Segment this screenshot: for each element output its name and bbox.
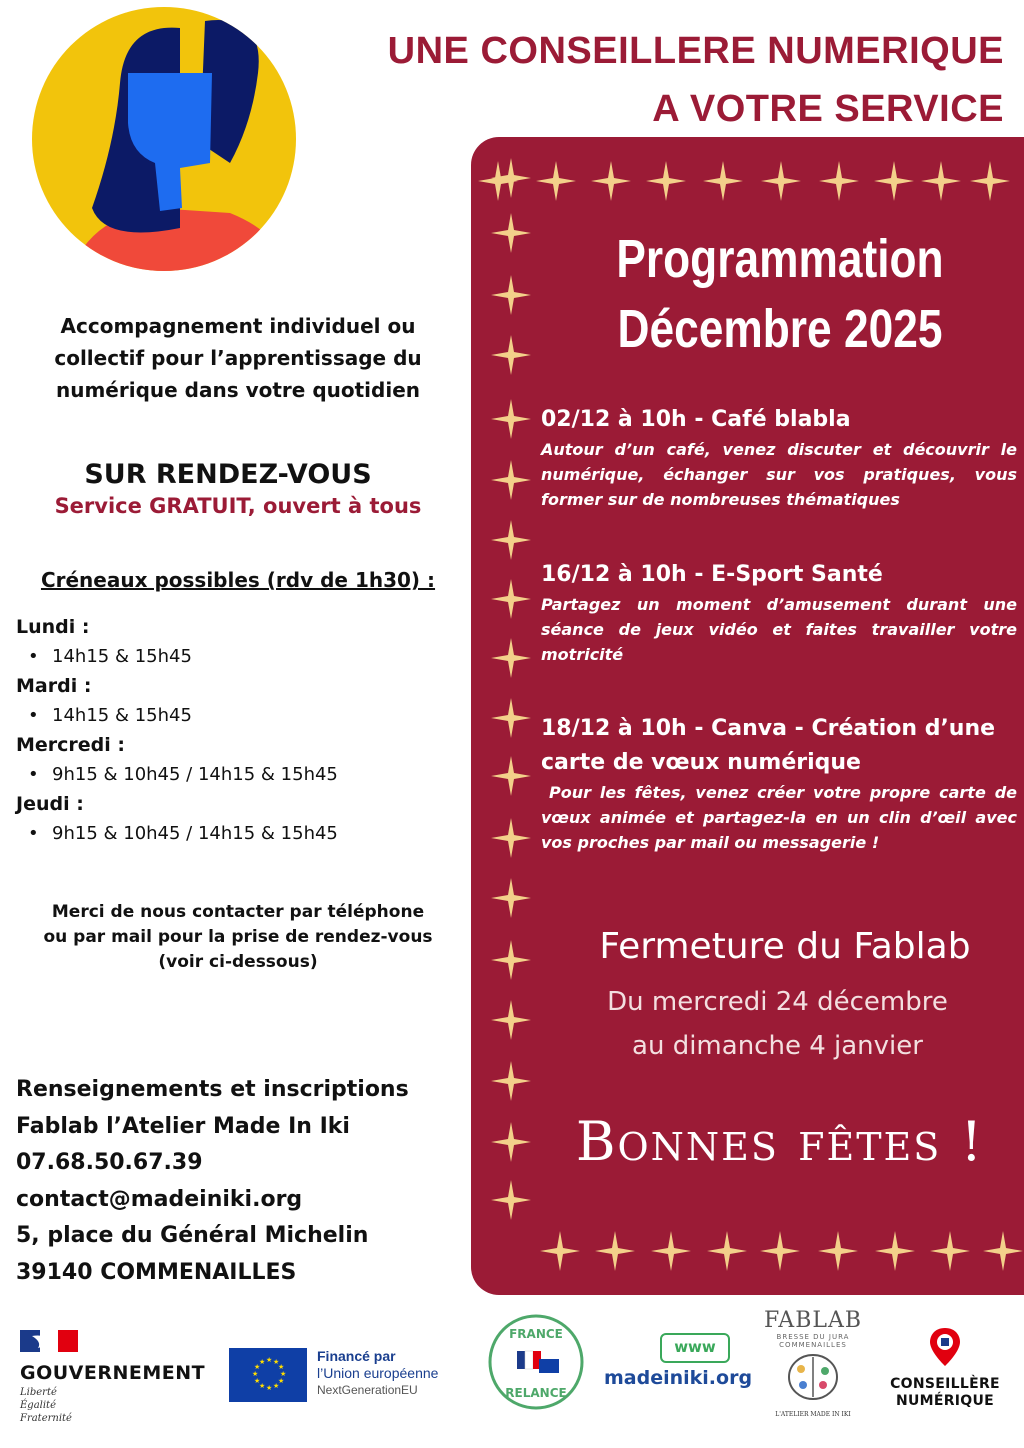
event-title: 18/12 à 10h - Canva - Création d’une carte de vœux numérique	[541, 716, 996, 775]
star-icon	[491, 335, 531, 375]
star-icon	[491, 1180, 531, 1220]
motto-line: Liberté	[20, 1387, 57, 1398]
star-icon	[875, 1231, 915, 1271]
svg-text:★: ★	[273, 1358, 280, 1366]
intro-text	[18, 310, 458, 406]
star-icon	[983, 1231, 1023, 1271]
star-icon	[491, 638, 531, 678]
star-icon	[930, 1231, 970, 1271]
eu-line: Financé par	[317, 1348, 396, 1364]
address-street: 5, place du Général Michelin	[16, 1223, 369, 1248]
star-icon	[819, 161, 859, 201]
address-city: 39140 COMMENAILLES	[16, 1259, 297, 1285]
event-title: 02/12 à 10h - Café blabla	[541, 407, 851, 432]
program-title-line-1: Programmation	[616, 229, 944, 289]
star-icon	[491, 940, 531, 980]
contact-info	[16, 1072, 466, 1291]
star-icon	[491, 275, 531, 315]
slot-times: 14h15 & 15h45	[52, 646, 192, 667]
eu-funding-logo	[229, 1348, 479, 1404]
star-icon	[491, 1122, 531, 1162]
intro-line: numérique dans votre quotidien	[55, 378, 420, 402]
star-icon	[491, 1000, 531, 1040]
event-item	[541, 403, 1017, 512]
schedule-day: Mercredi :	[16, 734, 126, 756]
svg-text:★: ★	[254, 1377, 261, 1385]
conseillere-numerique-text	[880, 1376, 1010, 1410]
contact-line: (voir ci-dessous)	[158, 952, 318, 972]
program-title-line-2: Décembre 2025	[617, 299, 943, 359]
star-icon	[536, 161, 576, 201]
event-title: 16/12 à 10h - E-Sport Santé	[541, 562, 883, 587]
fablab-logo-title: FABLAB	[763, 1308, 863, 1333]
page-title	[304, 22, 1004, 138]
intro-line: collectif pour l’apprentissage du	[54, 346, 422, 370]
svg-text:★: ★	[266, 1384, 273, 1392]
fablab-logo	[757, 1308, 869, 1418]
service-subtitle: Service GRATUIT, ouvert à tous	[54, 494, 422, 518]
event-item	[541, 712, 1017, 855]
star-icon	[491, 460, 531, 500]
star-icon	[491, 818, 531, 858]
conseil-line: NUMÉRIQUE	[895, 1393, 995, 1409]
schedule-day: Lundi :	[16, 616, 90, 638]
star-icon	[921, 161, 961, 201]
star-icon	[491, 698, 531, 738]
svg-text:★: ★	[278, 1363, 285, 1371]
fablab-logo-bottom: L'ATELIER MADE IN IKI	[775, 1411, 851, 1418]
star-icon	[491, 520, 531, 560]
marianne-icon	[20, 1330, 78, 1352]
slot-times: 9h15 & 10h45 / 14h15 & 15h45	[52, 764, 338, 785]
star-icon	[491, 579, 531, 619]
star-icon	[818, 1231, 858, 1271]
svg-text:★: ★	[266, 1356, 273, 1364]
appointment-heading: SUR RENDEZ-VOUS	[84, 459, 372, 490]
star-icon	[970, 161, 1010, 201]
title-line-1: UNE CONSEILLERE NUMERIQUE	[387, 30, 1004, 72]
svg-text:★: ★	[259, 1358, 266, 1366]
contact-line: ou par mail pour la prise de rendez-vous	[43, 927, 433, 947]
star-icon	[491, 1061, 531, 1101]
gouvernement-logo	[20, 1330, 220, 1425]
fablab-logo-sub: BRESSE DU JURA	[776, 1333, 850, 1341]
motto-line: Fraternité	[20, 1413, 72, 1424]
eu-line: l’Union européenne	[317, 1365, 439, 1381]
bullet: •	[28, 823, 39, 844]
bullet: •	[28, 705, 39, 726]
star-icon	[707, 1231, 747, 1271]
star-icon	[874, 161, 914, 201]
svg-text:★: ★	[254, 1363, 261, 1371]
eu-funding-text	[317, 1348, 438, 1399]
slot-times: 14h15 & 15h45	[52, 705, 192, 726]
schedule-slot	[16, 819, 456, 848]
star-icon	[491, 399, 531, 439]
star-icon	[646, 161, 686, 201]
closure-dates	[540, 980, 1015, 1068]
website-url[interactable]: madeiniki.org	[604, 1367, 753, 1389]
slot-times: 9h15 & 10h45 / 14h15 & 15h45	[52, 823, 338, 844]
map-pin-icon	[928, 1326, 962, 1368]
star-icon	[703, 161, 743, 201]
star-icon	[591, 161, 631, 201]
phone-number[interactable]: 07.68.50.67.39	[16, 1150, 203, 1175]
schedule-heading: Créneaux possibles (rdv de 1h30) :	[40, 568, 436, 592]
eu-line: NextGenerationEU	[317, 1383, 418, 1397]
event-description: Autour d’un café, venez discuter et découvrir le numérique, échanger sur vos pratiques, vous former sur de nombreuses thématiques	[541, 440, 1017, 509]
bullet: •	[28, 764, 39, 785]
contact-line: Merci de nous contacter par téléphone	[51, 902, 425, 922]
svg-text:★: ★	[259, 1382, 266, 1390]
title-line-2: A VOTRE SERVICE	[652, 88, 1004, 130]
france-relance-logo	[487, 1313, 585, 1411]
contact-message	[18, 900, 458, 975]
star-icon	[760, 1231, 800, 1271]
star-icon	[491, 213, 531, 253]
event-description: Pour les fêtes, venez créer votre propre carte de vœux animée et partagez-la en un clin d’œil avec vos proches par mail ou messagerie !	[541, 783, 1017, 852]
schedule-slot	[16, 760, 456, 789]
schedule-day: Jeudi :	[16, 793, 84, 815]
star-icon	[651, 1231, 691, 1271]
star-icon	[491, 878, 531, 918]
event-item	[541, 558, 1017, 667]
intro-line: Accompagnement individuel ou	[60, 314, 416, 338]
france-relance-bottom: RELANCE	[505, 1386, 567, 1400]
bullet: •	[28, 646, 39, 667]
program-title	[600, 224, 961, 364]
star-icon	[761, 161, 801, 201]
email-link[interactable]: contact@madeiniki.org	[16, 1186, 303, 1212]
fablab-name: Fablab l’Atelier Made In Iki	[16, 1113, 350, 1139]
closure-title: Fermeture du Fablab	[599, 926, 971, 967]
event-description: Partagez un moment d’amusement durant une séance de jeux vidéo et faites travailler votre motricité	[541, 595, 1017, 664]
svg-text:★: ★	[252, 1370, 259, 1378]
info-heading: Renseignements et inscriptions	[16, 1077, 409, 1102]
gouvernement-motto	[20, 1386, 220, 1425]
star-icon	[595, 1231, 635, 1271]
france-relance-top: FRANCE	[509, 1327, 563, 1341]
advisor-illustration	[30, 3, 298, 273]
gouvernement-name: GOUVERNEMENT	[20, 1362, 206, 1384]
star-icon	[491, 158, 531, 198]
schedule-day: Mardi :	[16, 675, 92, 697]
svg-text:★: ★	[278, 1377, 285, 1385]
motto-line: Égalité	[20, 1400, 56, 1411]
brain-icon	[783, 1349, 843, 1405]
eu-flag-icon	[229, 1348, 307, 1402]
star-icon	[491, 756, 531, 796]
schedule-list	[16, 612, 456, 848]
fablab-logo-sub: COMMENAILLES	[779, 1341, 847, 1349]
svg-text:★: ★	[280, 1370, 287, 1378]
schedule-slot	[16, 642, 456, 671]
website-logo[interactable]	[604, 1333, 754, 1389]
conseillere-numerique-logo	[880, 1326, 1010, 1410]
closure-line: Du mercredi 24 décembre	[607, 987, 948, 1017]
schedule-slot	[16, 701, 456, 730]
holiday-greeting: Bonnes fêtes !	[575, 1110, 985, 1173]
svg-text:★: ★	[273, 1382, 280, 1390]
star-icon	[540, 1231, 580, 1271]
conseil-line: CONSEILLÈRE	[890, 1376, 1000, 1392]
closure-line: au dimanche 4 janvier	[632, 1031, 923, 1061]
www-badge: www	[660, 1333, 730, 1363]
